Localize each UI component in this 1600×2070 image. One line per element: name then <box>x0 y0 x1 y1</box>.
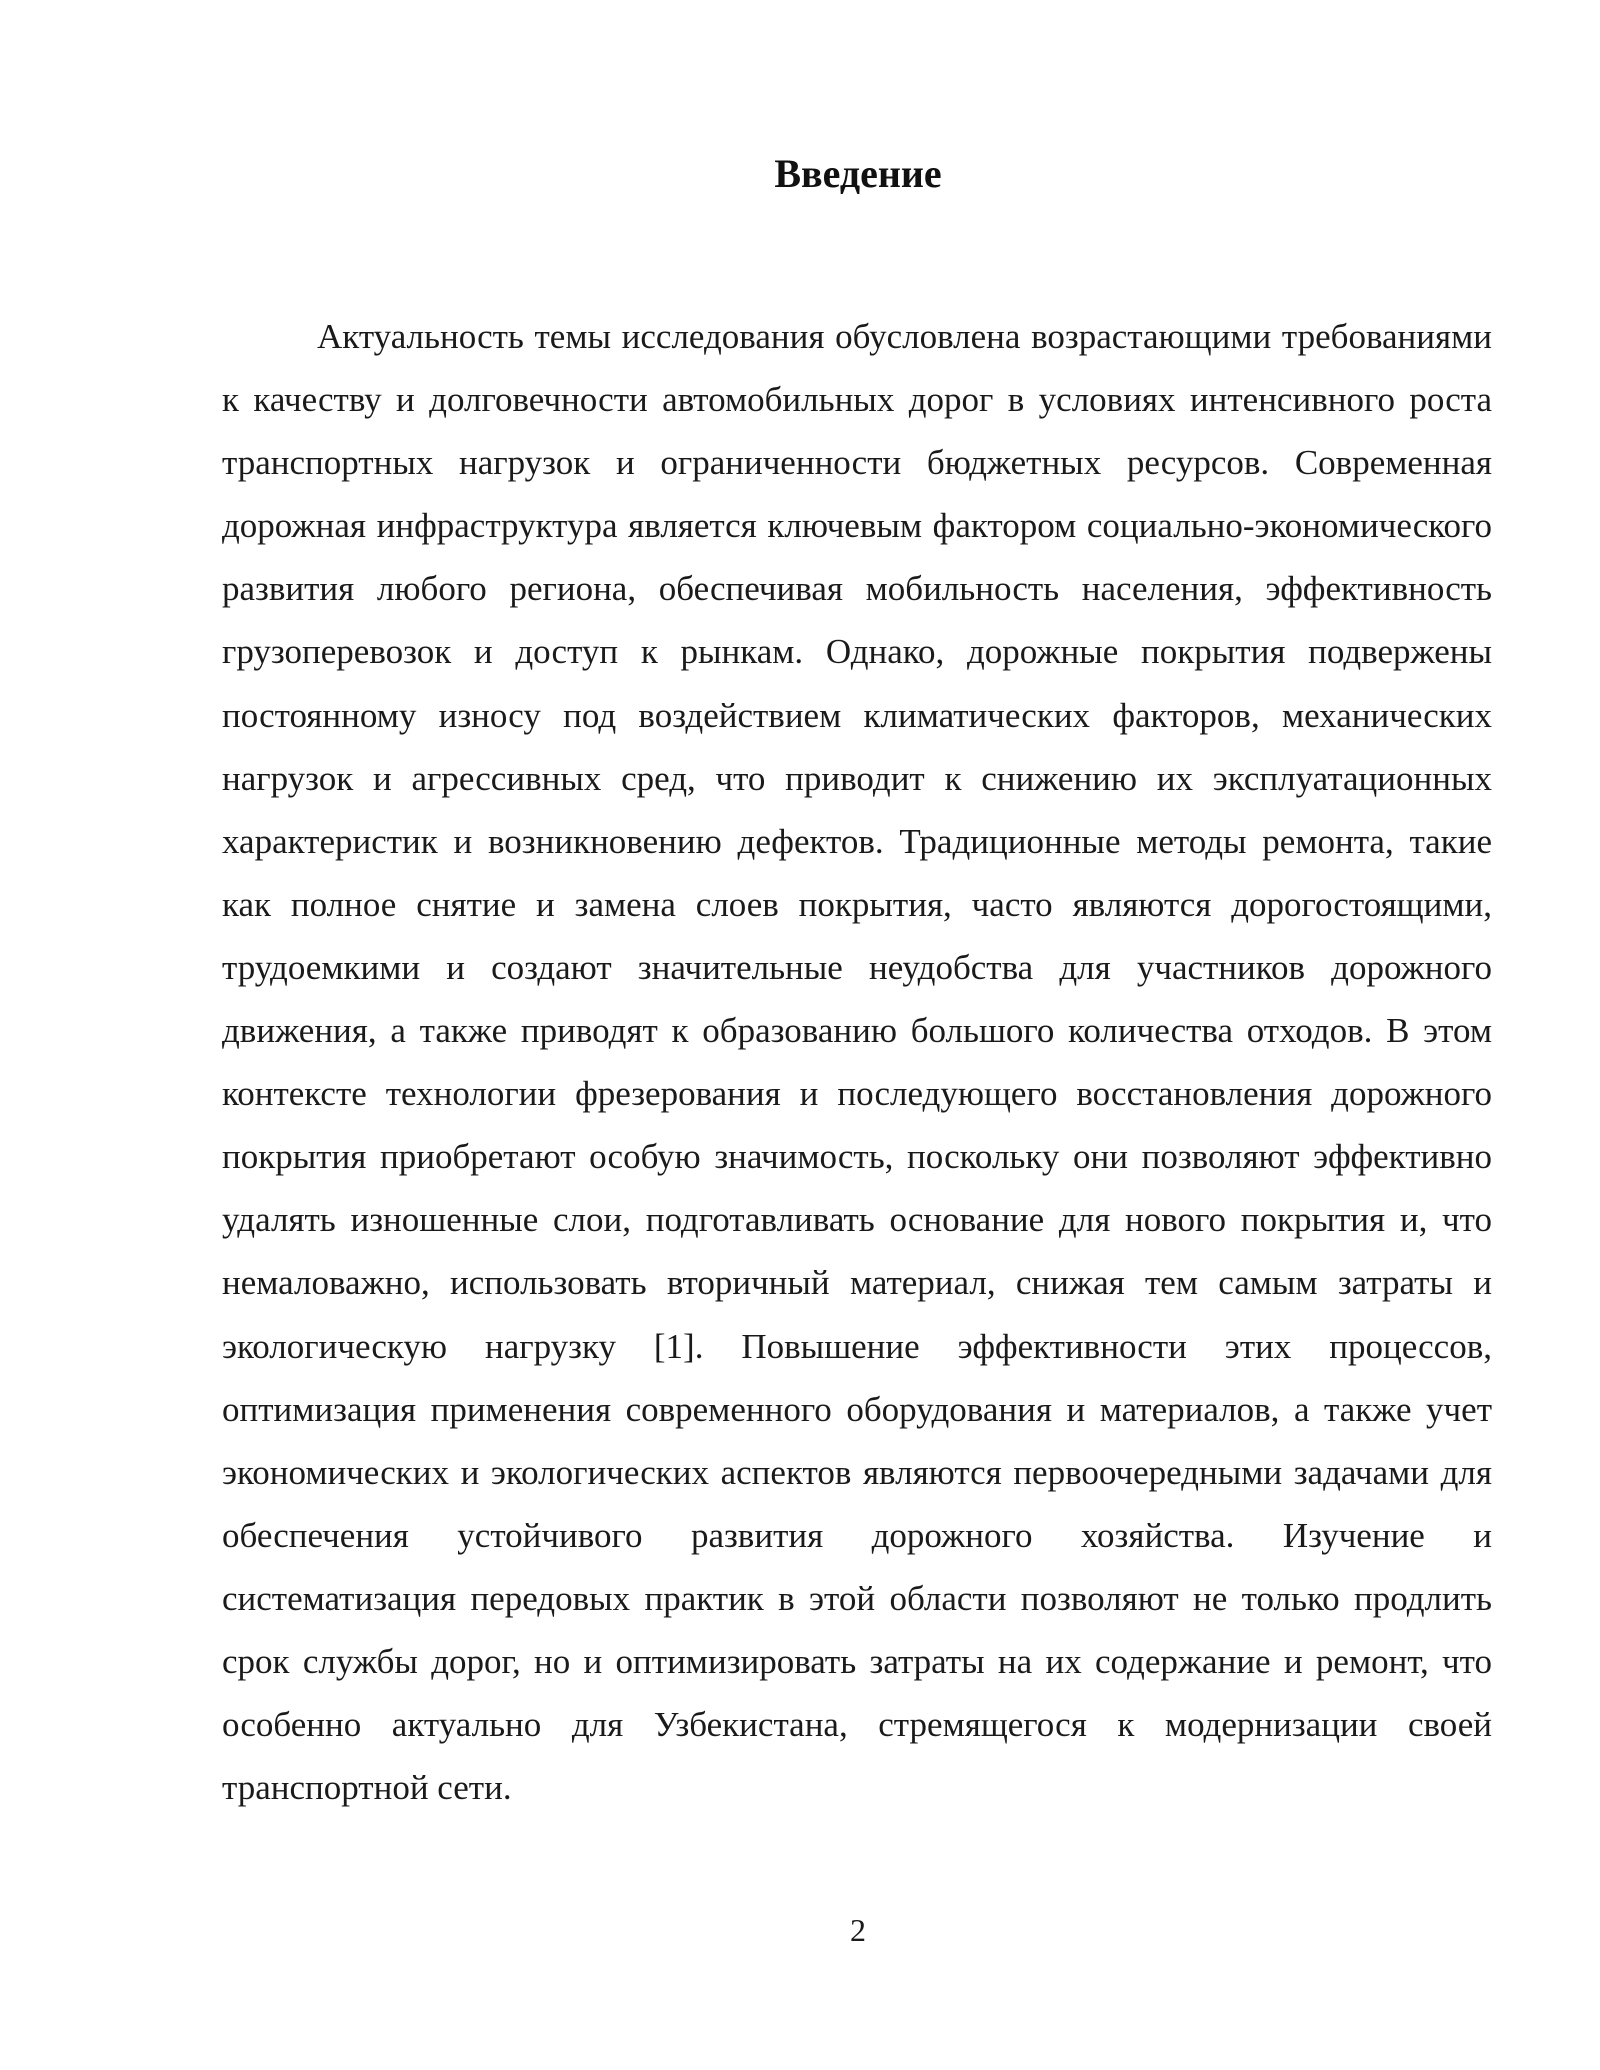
page-title: Введение <box>774 151 942 196</box>
body-paragraph: Актуальность темы исследования обусловлена возрастающими требованиями к качеству и долговечности автомобильных дорог в условиях интенсивного роста транспортных нагрузок и ограниченности бюджетных ресурсов. Современная дорожная инфраструктура является ключевым фактором социально-экономического развития любого региона, обеспечивая мобильность населения, эффективность грузоперевозок и доступ к рынкам. Однако, дорожные покрытия подвержены постоянному износу под воздействием климатических факторов, механических нагрузок и агрессивных сред, что приводит к снижению их эксплуатационных характеристик и возникновению дефектов. Традиционные методы ремонта, такие как полное снятие и замена слоев покрытия, часто являются дорогостоящими, трудоемкими и создают значительные неудобства для участников дорожного движения, а также приводят к образованию большого количества отходов. В этом контексте технологии фрезерования и последующего восстановления дорожного покрытия приобретают особую значимость, поскольку они позволяют эффективно удалять изношенные слои, подготавливать основание для нового покрытия и, что немаловажно, использовать вторичный материал, снижая тем самым затраты и экологическую нагрузку [1]. Повышение эффективности этих процессов, оптимизация применения современного оборудования и материалов, а также учет экономических и экологических аспектов являются первоочередными задачами для обеспечения устойчивого развития дорожного хозяйства. Изучение и систематизация передовых практик в этой области позволяют не только продлить срок службы дорог, но и оптимизировать затраты на их содержание и ремонт, что особенно актуально для Узбекистана, стремящегося к модернизации своей транспортной сети. <box>222 317 1492 1808</box>
page-number: 2 <box>850 1912 866 1948</box>
